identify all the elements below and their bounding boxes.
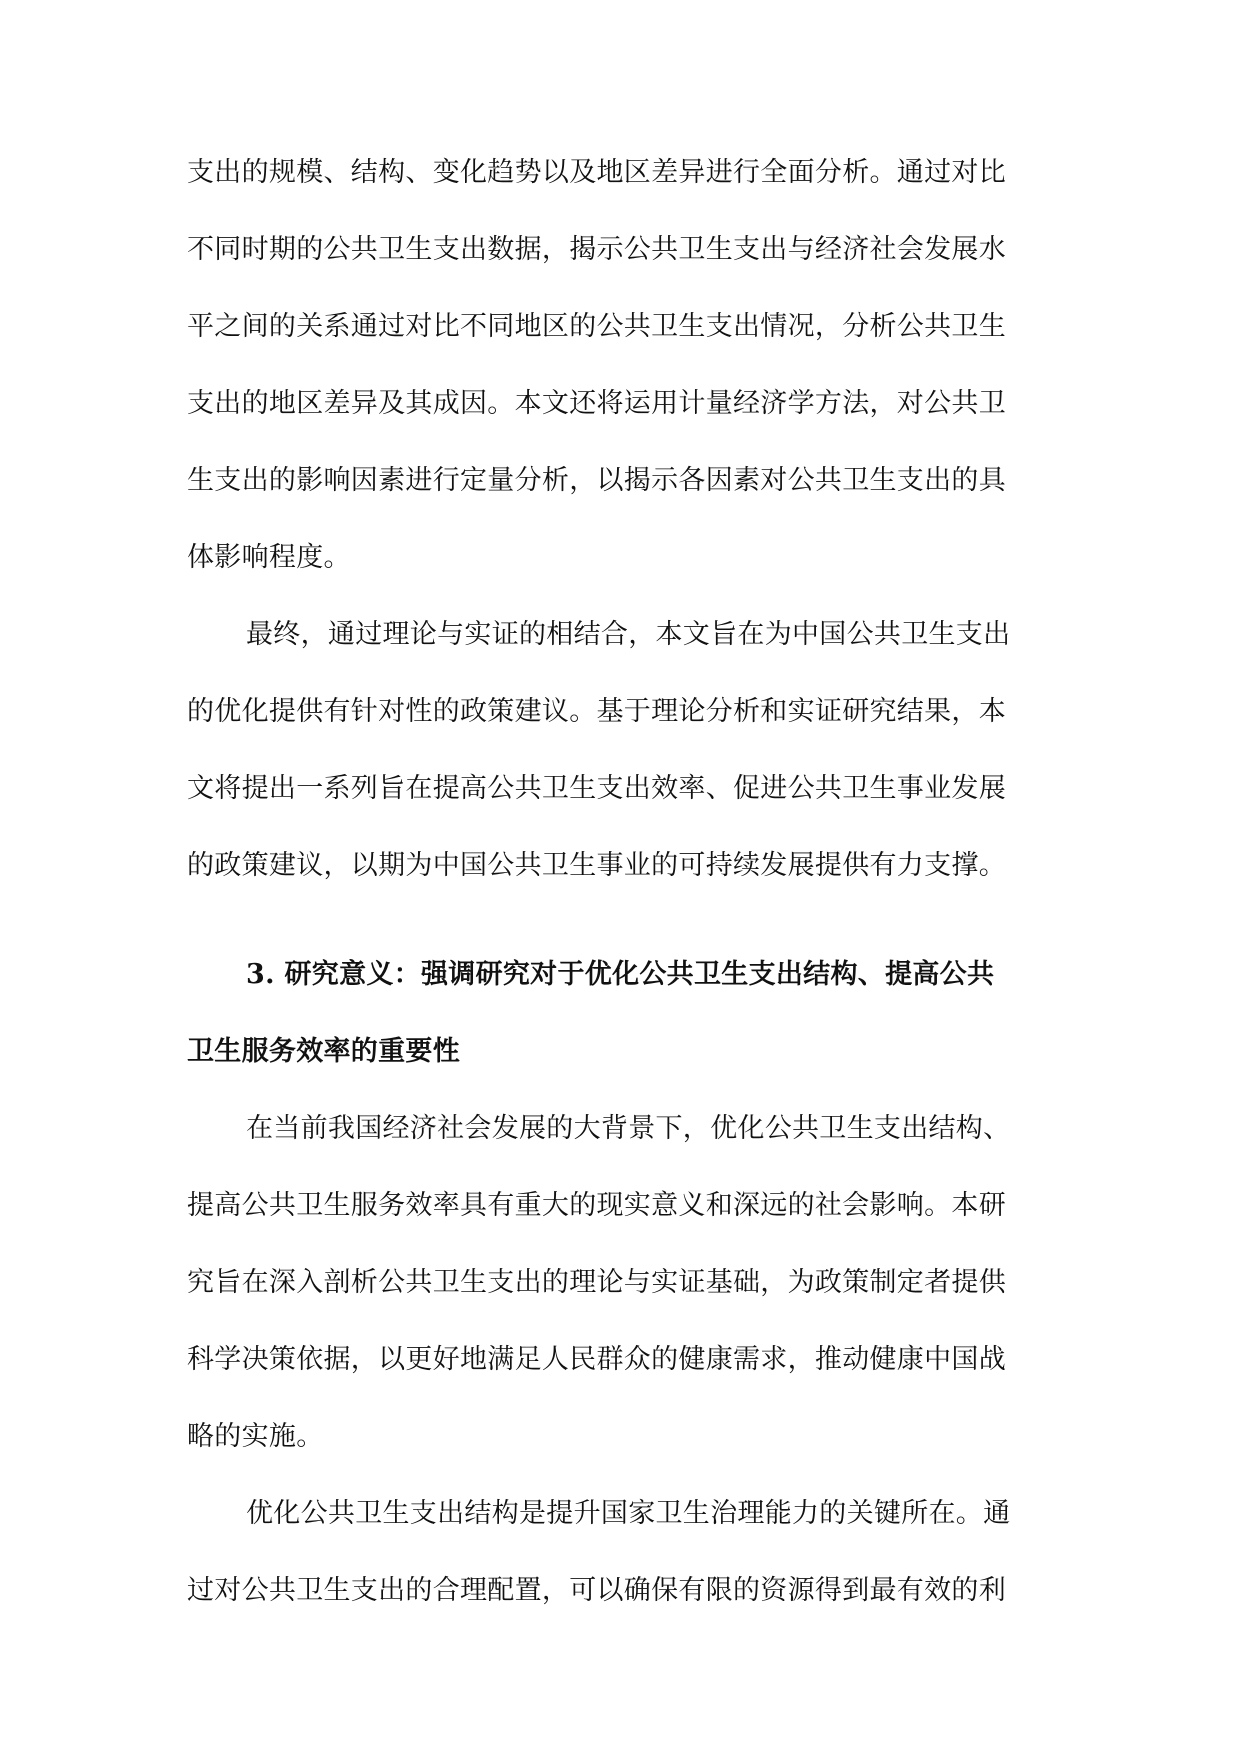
text-line: 优化公共卫生支出结构是提升国家卫生治理能力的关键所在。通 bbox=[246, 1498, 1011, 1529]
paragraph-policy-goal bbox=[187, 600, 1067, 908]
text-line: 究旨在深入剖析公共卫生支出的理论与实证基础，为政策制定者提供 bbox=[187, 1267, 1006, 1298]
text-line: 文将提出一系列旨在提高公共卫生支出效率、促进公共卫生事业发展 bbox=[187, 773, 1006, 804]
paragraph-scope-analysis bbox=[187, 138, 1067, 600]
text-line: 支出的规模、结构、变化趋势以及地区差异进行全面分析。通过对比 bbox=[187, 157, 1006, 188]
text-line: 支出的地区差异及其成因。本文还将运用计量经济学方法，对公共卫 bbox=[187, 388, 1006, 419]
text-line: 科学决策依据，以更好地满足人民群众的健康需求，推动健康中国战 bbox=[187, 1344, 1006, 1375]
text-line: 的政策建议，以期为中国公共卫生事业的可持续发展提供有力支撑。 bbox=[187, 850, 1006, 881]
text-line: 略的实施。 bbox=[187, 1421, 324, 1452]
text-line: 在当前我国经济社会发展的大背景下，优化公共卫生支出结构、 bbox=[246, 1113, 1011, 1144]
document-body bbox=[187, 138, 1067, 1633]
text-line: 的优化提供有针对性的政策建议。基于理论分析和实证研究结果，本 bbox=[187, 696, 1006, 727]
text-line: 提高公共卫生服务效率具有重大的现实意义和深远的社会影响。本研 bbox=[187, 1190, 1006, 1221]
paragraph-research-significance bbox=[187, 1094, 1067, 1479]
text-line: 生支出的影响因素进行定量分析，以揭示各因素对公共卫生支出的具 bbox=[187, 465, 1006, 496]
text-line: 最终，通过理论与实证的相结合，本文旨在为中国公共卫生支出 bbox=[246, 619, 1011, 650]
text-line: 体影响程度。 bbox=[187, 542, 351, 573]
text-line: 不同时期的公共卫生支出数据，揭示公共卫生支出与经济社会发展水 bbox=[187, 234, 1006, 265]
section-spacer bbox=[187, 908, 1067, 940]
text-line: 过对公共卫生支出的合理配置，可以确保有限的资源得到最有效的利 bbox=[187, 1575, 1006, 1606]
heading-line: 卫生服务效率的重要性 bbox=[187, 1036, 460, 1067]
text-line: 平之间的关系通过对比不同地区的公共卫生支出情况，分析公共卫生 bbox=[187, 311, 1006, 342]
section-heading bbox=[187, 940, 1067, 1094]
paragraph-optimization bbox=[187, 1479, 1067, 1633]
heading-line: 3. 研究意义：强调研究对于优化公共卫生支出结构、提高公共 bbox=[246, 959, 995, 990]
